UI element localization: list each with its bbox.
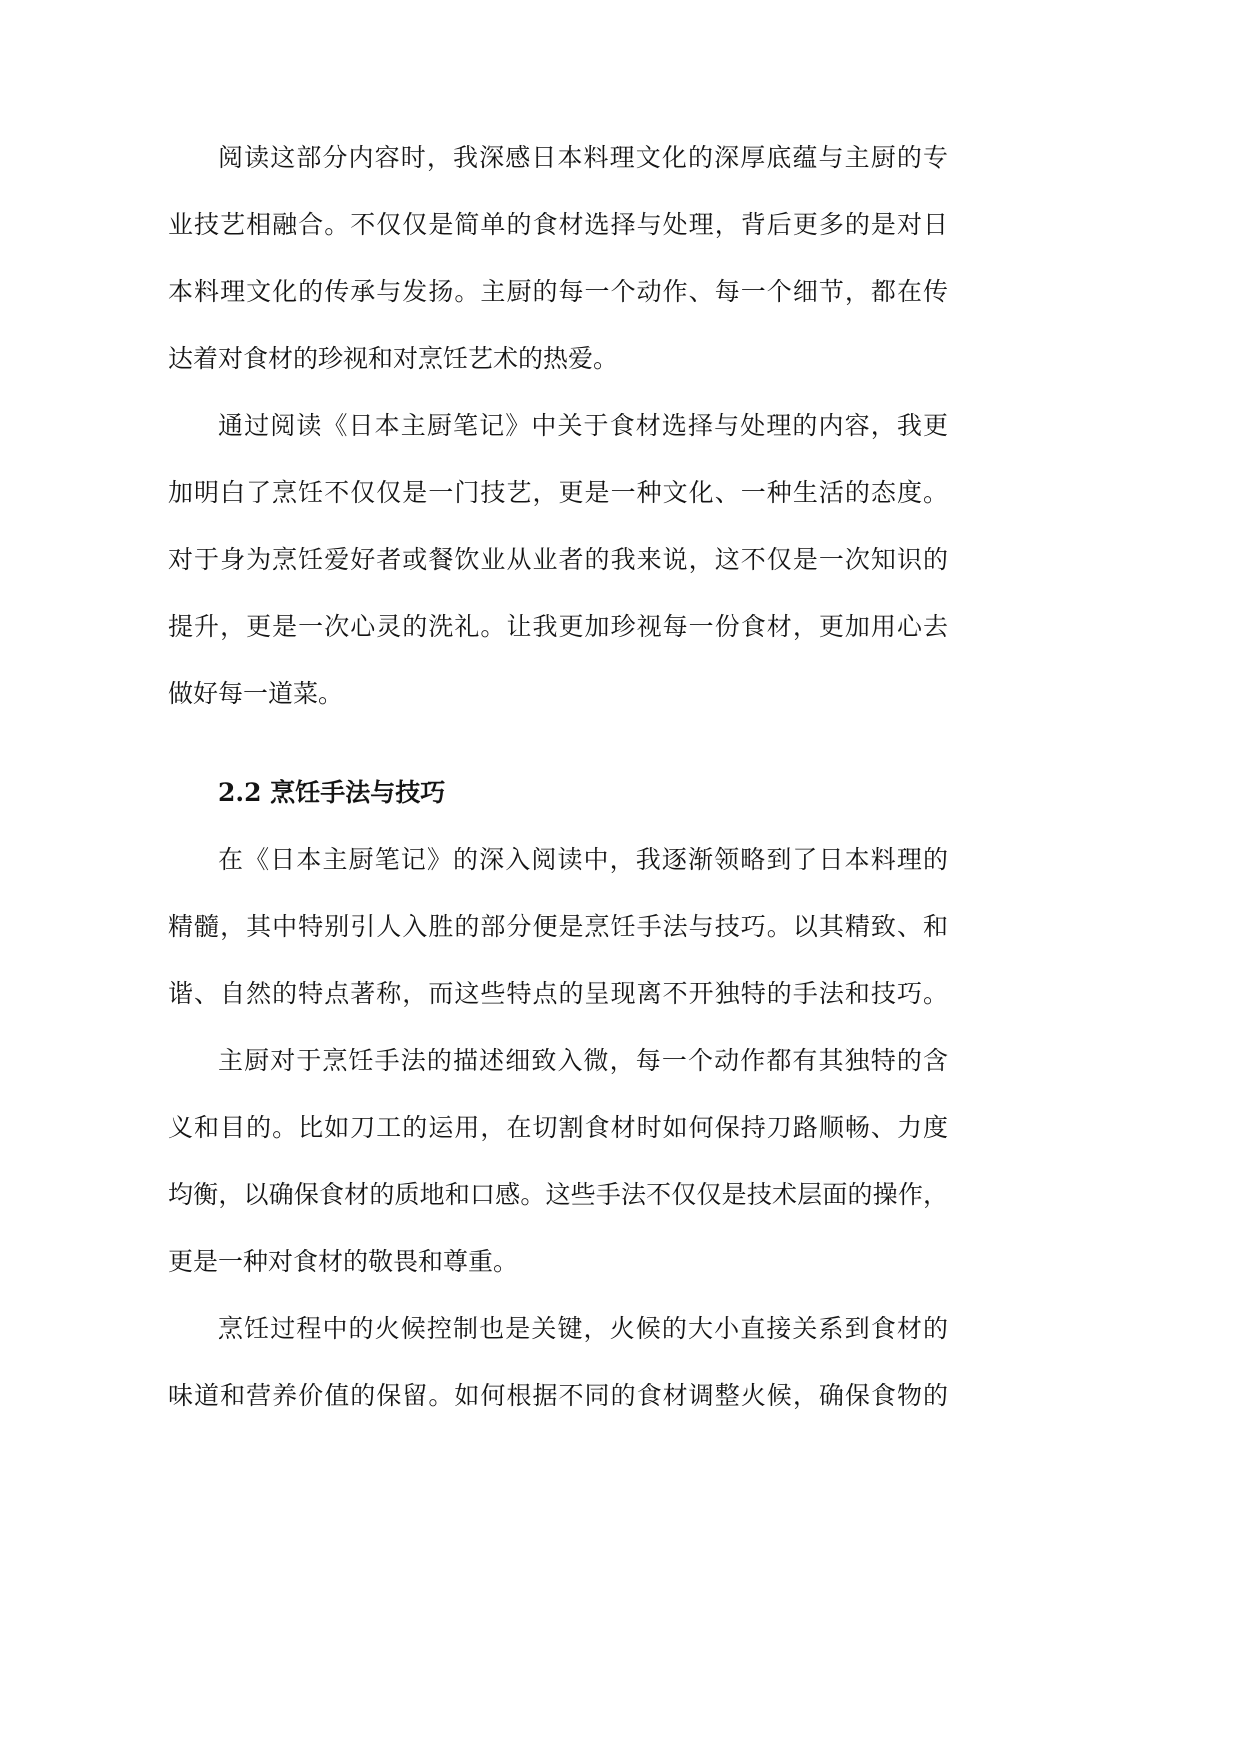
document-page	[168, 124, 948, 1429]
section-heading: 2.2 烹饪手法与技巧	[218, 778, 446, 807]
text-line: 阅读这部分内容时，我深感日本料理文化的深厚底蕴与主厨的专	[218, 143, 948, 172]
text-line: 更是一种对食材的敬畏和尊重。	[168, 1247, 519, 1276]
text-line: 通过阅读《日本主厨笔记》中关于食材选择与处理的内容，我更	[218, 411, 948, 440]
text-line: 对于身为烹饪爱好者或餐饮业从业者的我来说，这不仅是一次知识的	[168, 545, 948, 574]
text-line: 做好每一道菜。	[168, 679, 344, 708]
paragraph	[168, 392, 948, 727]
text-line: 业技艺相融合。不仅仅是简单的食材选择与处理，背后更多的是对日	[168, 210, 948, 239]
text-line: 主厨对于烹饪手法的描述细致入微，每一个动作都有其独特的含	[218, 1046, 948, 1075]
text-line: 义和目的。比如刀工的运用，在切割食材时如何保持刀路顺畅、力度	[168, 1113, 948, 1142]
text-line: 加明白了烹饪不仅仅是一门技艺，更是一种文化、一种生活的态度。	[168, 478, 948, 507]
text-line: 谐、自然的特点著称，而这些特点的呈现离不开独特的手法和技巧。	[168, 979, 948, 1008]
text-line: 在《日本主厨笔记》的深入阅读中，我逐渐领略到了日本料理的	[218, 845, 948, 874]
text-line: 味道和营养价值的保留。如何根据不同的食材调整火候，确保食物的	[168, 1381, 948, 1410]
text-line: 提升，更是一次心灵的洗礼。让我更加珍视每一份食材，更加用心去	[168, 612, 948, 641]
text-line: 烹饪过程中的火候控制也是关键，火候的大小直接关系到食材的	[218, 1314, 948, 1343]
text-line: 均衡，以确保食材的质地和口感。这些手法不仅仅是技术层面的操作，	[168, 1180, 948, 1209]
paragraph	[168, 1295, 948, 1429]
text-line: 达着对食材的珍视和对烹饪艺术的热爱。	[168, 344, 619, 373]
paragraph	[168, 826, 948, 1027]
paragraph	[168, 1027, 948, 1295]
text-line: 精髓，其中特别引人入胜的部分便是烹饪手法与技巧。以其精致、和	[168, 912, 948, 941]
paragraph	[168, 124, 948, 392]
text-line: 本料理文化的传承与发扬。主厨的每一个动作、每一个细节，都在传	[168, 277, 948, 306]
